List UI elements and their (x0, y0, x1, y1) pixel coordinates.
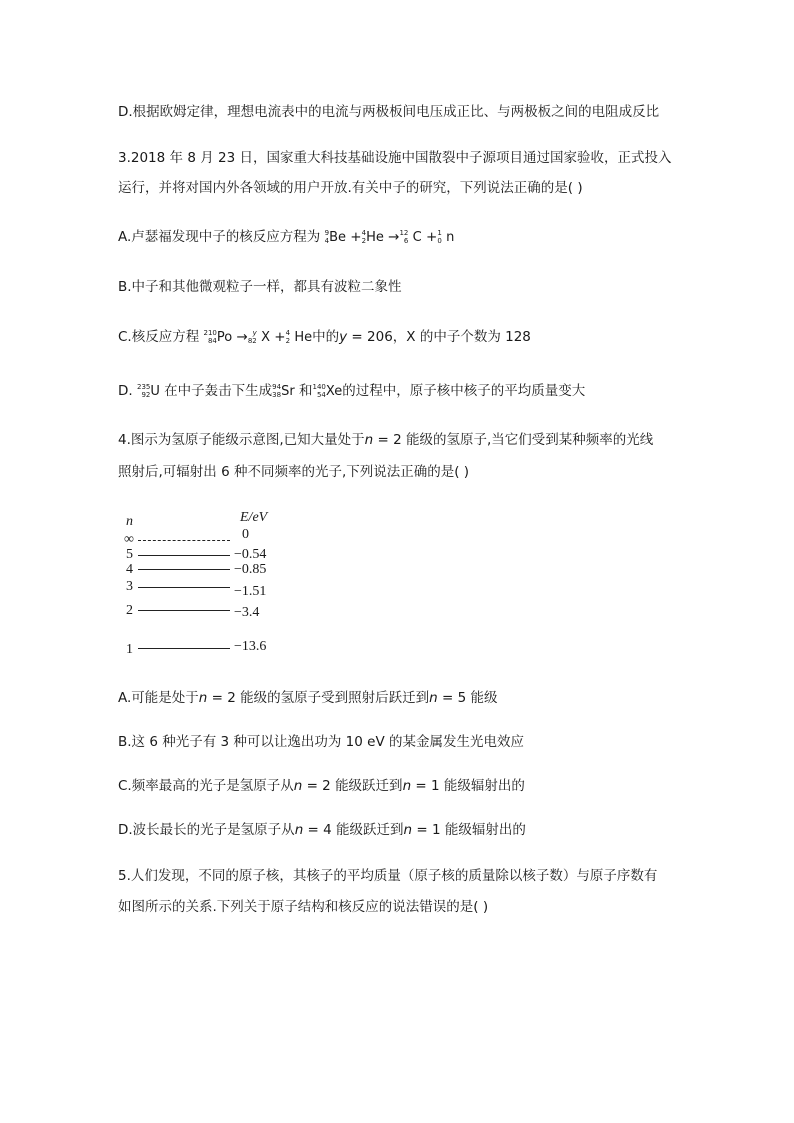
q2-option-d: D.根据欧姆定律，理想电流表中的电流与两极板间电压成正比、与两极板之间的电阻成反比 (118, 104, 660, 120)
nuclide-he-2: 4 2 (285, 329, 291, 345)
level-e-3: −1.51 (234, 584, 267, 599)
nuclide-po: 210 84 (203, 329, 217, 345)
level-line-3 (138, 587, 230, 588)
level-line-2 (138, 610, 230, 611)
q5-stem-line2: 如图所示的关系.下列关于原子结构和核反应的说法错误的是( ) (118, 899, 489, 915)
q4-option-c: C.频率最高的光子是氢原子从n = 2 能级跃迁到n = 1 能级辐射出的 (118, 778, 525, 794)
level-n-2: 2 (126, 603, 133, 618)
q3-option-d: D. 235 92 U 在中子轰击下生成 94 38 Sr 和 140 54 Xe的过程中，原子核中核子的平均质量变大 (118, 383, 586, 399)
level-line-1 (138, 648, 230, 649)
q4-option-b: B.这 6 种光子有 3 种可以让逸出功为 10 eV 的某金属发生光电效应 (118, 734, 524, 750)
q4-option-d: D.波长最长的光子是氢原子从n = 4 能级跃迁到n = 1 能级辐射出的 (118, 822, 526, 838)
q4-stem-line1: 4.图示为氢原子能级示意图,已知大量处于n = 2 能级的氢原子,当它们受到某种频率的光线 (118, 432, 654, 448)
level-line-5 (138, 555, 230, 556)
nuclide-he: 4 2 (361, 229, 367, 245)
nuclide-u: 235 92 (136, 383, 151, 399)
level-e-inf: 0 (242, 527, 249, 542)
energy-axis-label: E/eV (240, 510, 268, 525)
nuclide-n: 1 0 (437, 229, 442, 245)
q5-stem-line1: 5.人们发现，不同的原子核，其核子的平均质量（原子核的质量除以核子数）与原子序数有 (118, 868, 658, 884)
q3-option-b: B.中子和其他微观粒子一样，都具有波粒二象性 (118, 279, 402, 295)
level-line-4 (138, 569, 230, 570)
level-e-2: −3.4 (234, 605, 260, 620)
q3-option-c: C.核反应方程 210 84 Po → y 82 X + 4 2 He中的y = 206，X 的中子个数为 128 (118, 329, 531, 345)
level-e-1: −13.6 (234, 639, 267, 654)
level-n-3: 3 (126, 579, 133, 594)
nuclide-be: 9 4 (324, 229, 330, 245)
level-n-1: 1 (126, 642, 133, 657)
q3-stem-line2: 运行，并将对国内外各领域的用户开放.有关中子的研究，下列说法正确的是( ) (118, 180, 583, 196)
nuclide-x: y 82 (247, 329, 257, 345)
nuclide-c: 12 6 (399, 229, 409, 245)
level-e-4: −0.85 (234, 562, 267, 577)
q4-option-a: A.可能是处于n = 2 能级的氢原子受到照射后跃迁到n = 5 能级 (118, 690, 498, 706)
q3-stem-line1: 3.2018 年 8 月 23 日，国家重大科技基础设施中国散裂中子源项目通过国家验收，正式投入 (118, 150, 672, 166)
level-e-5: −0.54 (234, 547, 267, 562)
q3-option-a: A.卢瑟福发现中子的核反应方程为 9 4 Be + 4 2 He → 12 6 C + 1 0 n (118, 229, 455, 245)
level-n-5: 5 (126, 547, 133, 562)
nuclide-xe: 140 54 (312, 383, 326, 399)
n-axis-label: n (126, 514, 133, 529)
q4-stem-line2: 照射后,可辐射出 6 种不同频率的光子,下列说法正确的是( ) (118, 464, 470, 480)
energy-level-diagram (118, 505, 288, 665)
level-n-4: 4 (126, 562, 133, 577)
nuclide-sr: 94 38 (272, 383, 282, 399)
q3-a-prefix: A.卢瑟福发现中子的核反应方程为 (118, 229, 321, 245)
level-n-inf: ∞ (124, 532, 134, 547)
level-line-inf (138, 540, 230, 541)
